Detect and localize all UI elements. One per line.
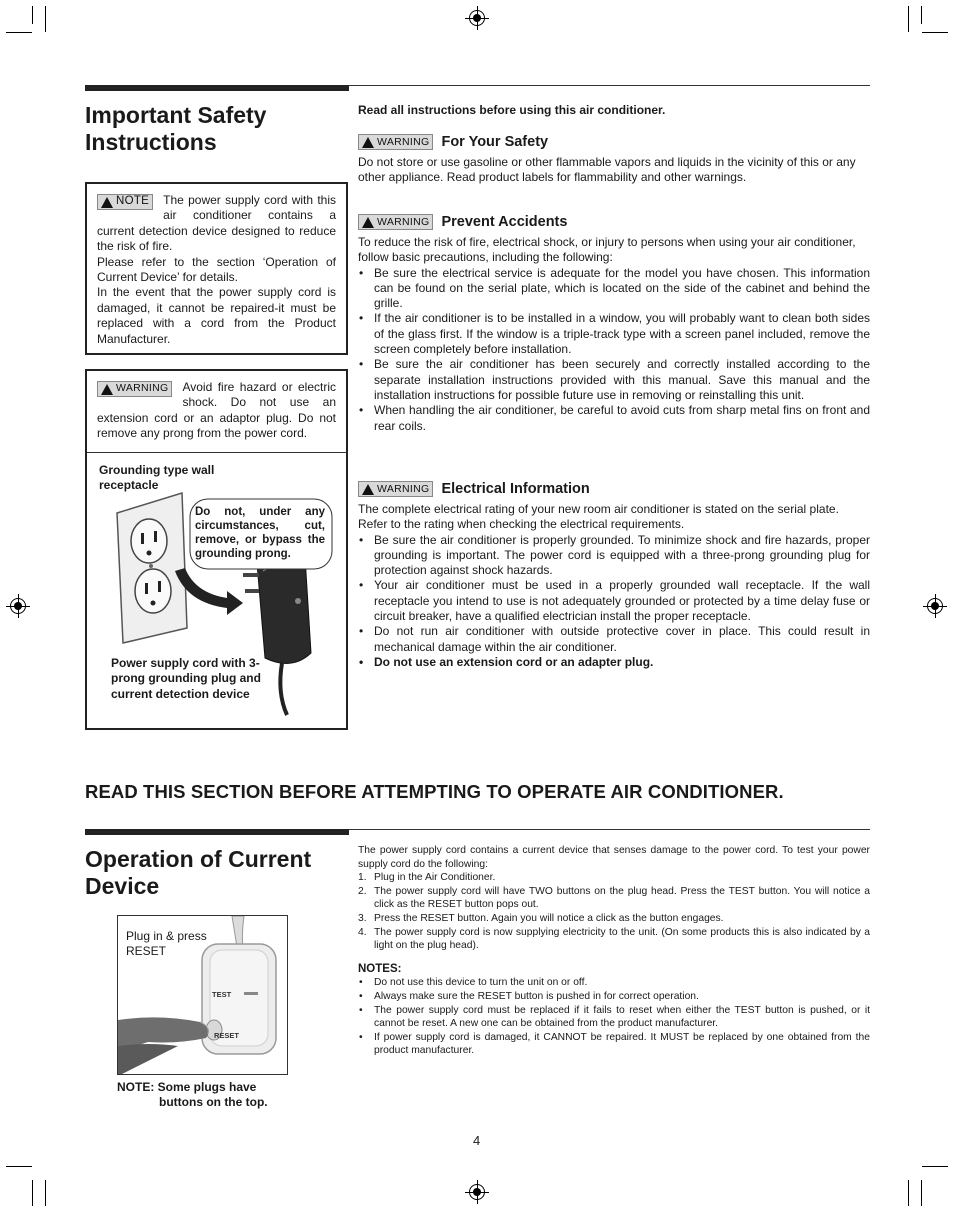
plug-in-label: Plug in & press RESET bbox=[126, 929, 207, 958]
crop-mark bbox=[921, 6, 922, 24]
warning-box bbox=[85, 369, 348, 730]
reset-button-label: RESET bbox=[214, 1031, 240, 1040]
notes-title: NOTES: bbox=[358, 962, 402, 975]
note-badge: NOTE bbox=[97, 194, 153, 210]
list-item: • Always make sure the RESET button is pushed in for correct operation. bbox=[358, 990, 870, 1004]
electrical-info-heading: WARNING Electrical Information bbox=[358, 481, 590, 497]
crop-mark bbox=[922, 32, 948, 33]
electrical-info-body bbox=[358, 502, 870, 670]
warning-icon bbox=[362, 137, 374, 148]
crop-mark bbox=[921, 1180, 922, 1206]
section-rule bbox=[85, 85, 349, 91]
figure-note-line1: NOTE: Some plugs have bbox=[117, 1080, 257, 1094]
list-item: • The power supply cord must be replaced if it fails to reset when either the TEST button is pushed, or it cannot be reset. A new one can be obtained from the product manufacturer. bbox=[358, 1004, 870, 1031]
warning-icon bbox=[362, 484, 374, 495]
warning-badge: WARNING bbox=[97, 381, 172, 397]
list-item: • Do not use this device to turn the unit on or off. bbox=[358, 976, 870, 990]
crop-mark bbox=[45, 6, 46, 32]
list-item: 1. Plug in the Air Conditioner. bbox=[358, 872, 496, 884]
list-item: • Be sure the air conditioner has been securely and correctly installed according to the separate installation instructions provided with this manual. Save this manual and the installation instructions for possible future use in removing or reinstalling this unit. bbox=[358, 357, 870, 403]
test-button-label: TEST bbox=[212, 990, 232, 999]
list-item: • Do not use an extension cord or an adapter plug. bbox=[358, 655, 870, 670]
registration-mark bbox=[469, 1184, 485, 1200]
warning-badge: WARNING bbox=[358, 134, 433, 150]
warning-box-text: WARNING Avoid fire hazard or electric shock. Do not use an extension cord or an adaptor plug. Do not remove any prong from the power cord. bbox=[97, 380, 336, 441]
list-item: • Do not run air conditioner with outside protective cover in place. This could result in mechanical damage within the air conditioner. bbox=[358, 624, 870, 655]
prevent-accidents-heading: WARNING Prevent Accidents bbox=[358, 214, 567, 230]
section-rule bbox=[85, 829, 349, 835]
crop-mark bbox=[908, 6, 909, 32]
warning-icon bbox=[101, 384, 113, 395]
list-item: 2. The power supply cord will have TWO buttons on the plug head. Press the TEST button. You will notice a click as the RESET button pops out. bbox=[358, 885, 870, 911]
registration-mark bbox=[927, 598, 943, 614]
page-title: Important Safety Instructions bbox=[85, 102, 267, 155]
figure-note-line2: buttons on the top. bbox=[159, 1095, 268, 1109]
page-number: 4 bbox=[473, 1133, 481, 1148]
list-item: • If the air conditioner is to be installed in a window, you will probably want to clean both sides of the glass first. If the window is a triple-track type with a screen panel included, remove the screen completely before installation. bbox=[358, 311, 870, 357]
operation-body bbox=[358, 844, 870, 1058]
warning-icon bbox=[101, 197, 113, 208]
warning-badge: WARNING bbox=[358, 214, 433, 230]
reset-plug-figure bbox=[117, 915, 288, 1075]
note-box bbox=[85, 182, 348, 355]
registration-mark bbox=[469, 10, 485, 26]
crop-mark bbox=[922, 1166, 948, 1167]
crop-mark bbox=[32, 6, 33, 24]
crop-mark bbox=[908, 1180, 909, 1206]
list-item: • Be sure the electrical service is adequate for the model you have chosen. This information can be found on the serial plate, which is located on the side of the cabinet and behind the grille. bbox=[358, 266, 870, 312]
list-item: 4. The power supply cord is now supplying electricity to the unit. (On some products this is also indicated by a light on the plug head). bbox=[358, 926, 870, 952]
crop-mark bbox=[32, 1180, 33, 1206]
figure-label-receptacle: Grounding type wall receptacle bbox=[99, 463, 215, 493]
figure-label-power-cord: Power supply cord with 3-prong grounding plug and current detection device bbox=[111, 656, 261, 701]
electrical-info-intro: The complete electrical rating of your new room air conditioner is stated on the serial plate. Refer to the rating when checking the electrical requirements. bbox=[358, 502, 839, 532]
warning-badge: WARNING bbox=[358, 481, 433, 497]
note-box-text: NOTE The power supply cord with this air conditioner contains a current detection device designed to reduce the risk of fire. Please refer to the section ‘Operation of Current Device’ for details. In the event that the power supply cord is damaged, it cannot be repaired-it must be replaced with a cord from the Product Manufacturer. bbox=[97, 193, 336, 346]
warning-icon bbox=[362, 217, 374, 228]
list-item: • If power supply cord is damaged, it CANNOT be repaired. It MUST be replaced by one obtained from the product manufacturer. bbox=[358, 1031, 870, 1058]
list-item: • Your air conditioner must be used in a properly grounded wall receptacle. If the wall receptacle you intend to use is not adequately grounded or protected by a time delay fuse or circuit breaker, have a qualified electrician install the proper receptacle. bbox=[358, 578, 870, 624]
operation-intro: The power supply cord contains a current device that senses damage to the power cord. To test your power supply cord do the following: bbox=[358, 845, 870, 870]
crop-mark bbox=[45, 1180, 46, 1206]
section-rule bbox=[349, 829, 870, 830]
operate-banner: READ THIS SECTION BEFORE ATTEMPTING TO OPERATE AIR CONDITIONER. bbox=[85, 781, 784, 802]
list-item: • When handling the air conditioner, be careful to avoid cuts from sharp metal fins on front and rear coils. bbox=[358, 403, 870, 434]
for-your-safety-text: Do not store or use gasoline or other flammable vapors and liquids in the vicinity of this or any other appliance. Read product labels for flammability and other warnings. bbox=[358, 155, 856, 185]
crop-mark bbox=[6, 32, 32, 33]
list-item: 3. Press the RESET button. Again you will notice a click as the button engages. bbox=[358, 912, 724, 924]
list-item: • Be sure the air conditioner is properly grounded. To minimize shock and fire hazards, proper grounding is important. The power cord is equipped with a three-prong grounding plug for protection against shock hazards. bbox=[358, 533, 870, 579]
prevent-accidents-intro: To reduce the risk of fire, electrical shock, or injury to persons when using your air conditioner, follow basic precautions, including the following: bbox=[358, 235, 856, 265]
lead-text: Read all instructions before using this air conditioner. bbox=[358, 103, 666, 117]
registration-mark bbox=[10, 598, 26, 614]
grounding-callout: Do not, under any circumstances, cut, remove, or bypass the grounding prong. bbox=[195, 506, 325, 560]
section-rule bbox=[349, 85, 870, 86]
section-title-operation: Operation of Current Device bbox=[85, 846, 312, 899]
for-your-safety-heading: WARNING For Your Safety bbox=[358, 134, 548, 150]
crop-mark bbox=[6, 1166, 32, 1167]
prevent-accidents-body bbox=[358, 235, 870, 434]
